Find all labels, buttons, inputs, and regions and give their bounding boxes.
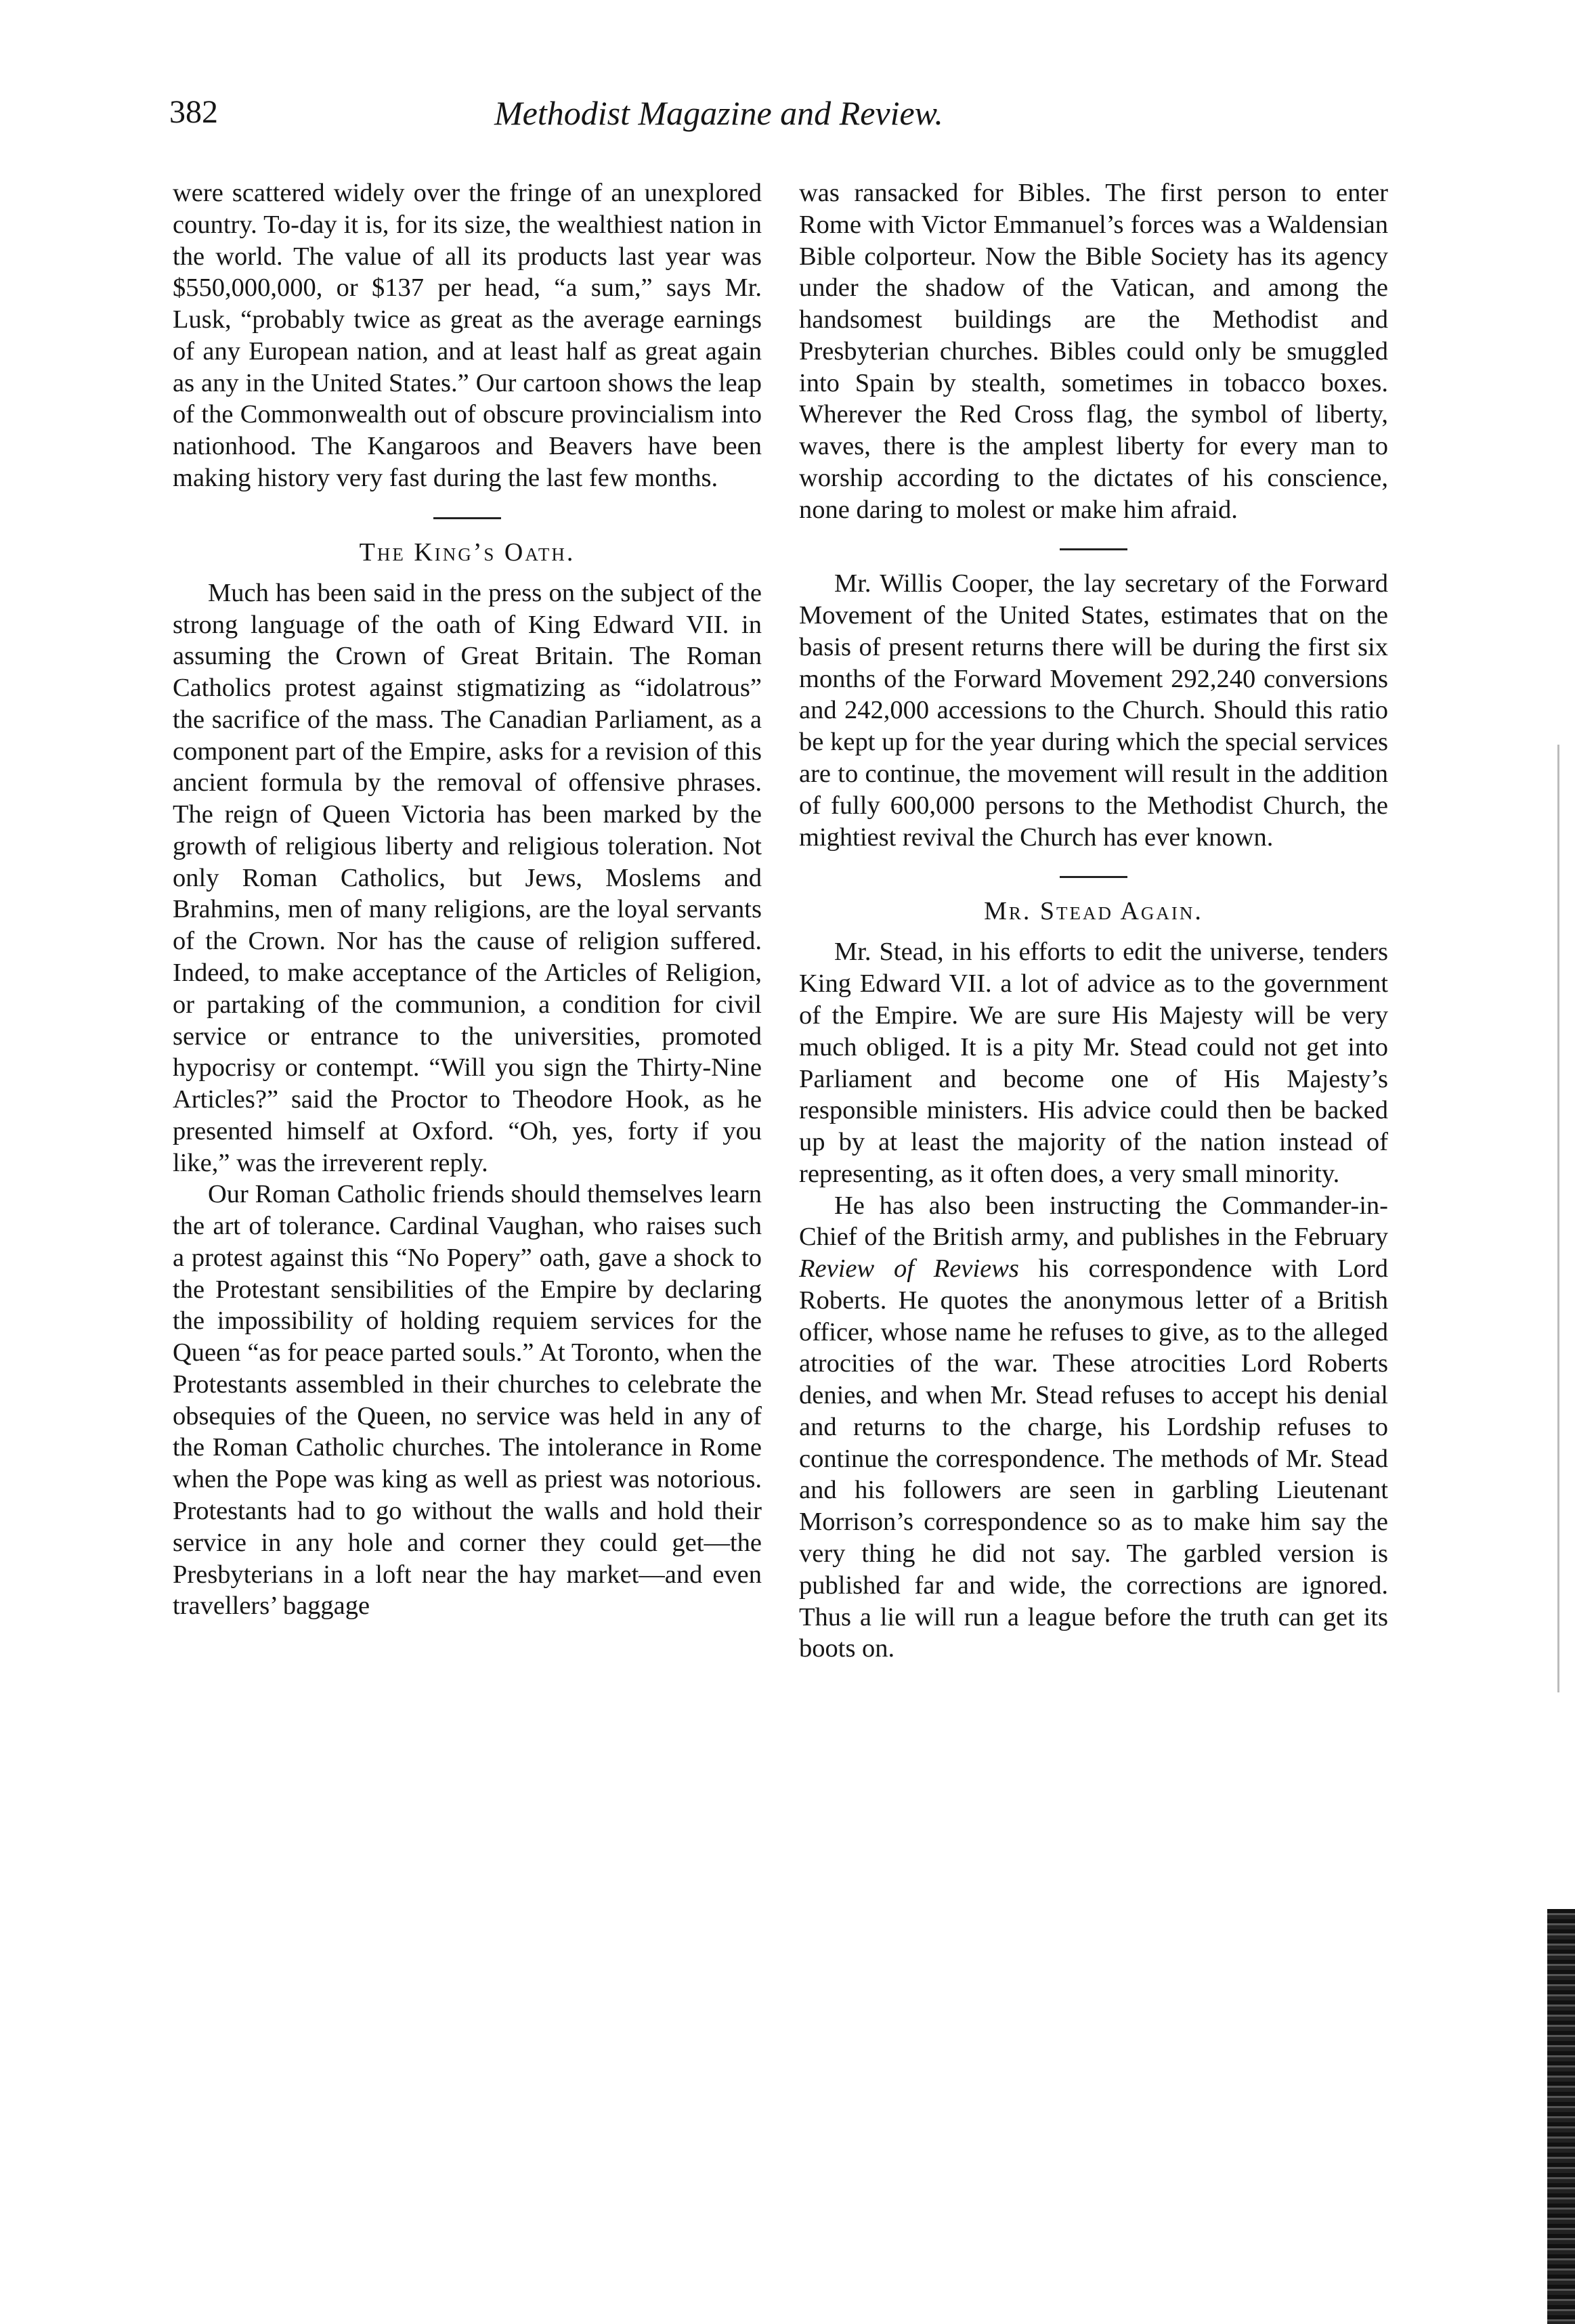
page-edge-scan-artifact: [1547, 1909, 1575, 2324]
right-column: [799, 177, 1388, 1665]
page-number: 382: [169, 94, 218, 130]
section-title: Mr. Stead Again.: [984, 897, 1203, 926]
paragraph: was ransacked for Bibles. The first person to enter Rome with Victor Emmanuel’s forces was a Waldensian Bible colporteur. Now the Bible Society has its agency under the shadow of the Vatican, and among the handsomest buildings are the Methodist and Presbyterian churches. Bibles could only be smuggled into Spain by stealth, sometimes in tobacco boxes. Wherever the Red Cross flag, the symbol of liberty, waves, there is the amplest liberty for every man to worship according to the dictates of his conscience, none daring to molest or make him afraid.: [799, 179, 1388, 524]
paragraph: were scattered widely over the fringe of an unexplored country. To-day it is, for its size, the wealthiest nation in the world. The value of all its products last year was $550,000,000, or $137 per head, “a sum,” says Mr. Lusk, “probably twice as great as the average earnings of any European nation, and at least half as great again as any in the United States.” Our cartoon shows the leap of the Commonwealth out of obscure provincialism into nationhood. The Kangaroos and Beavers have been making history very fast during the last few months.: [173, 179, 762, 492]
section-divider: [1060, 876, 1127, 878]
section-divider: [1060, 548, 1127, 550]
left-column: [173, 177, 762, 1622]
paragraph: Our Roman Catholic friends should themselves learn the art of tolerance. Cardinal Vaughan, who raises such a protest against this “No Popery” oath, gave a shock to the Protestant sensibilities of the Empire by declaring the impossibility of holding requiem services for the Queen “as for peace parted souls.” At Toronto, when the Protestants assembled in their churches to celebrate the obsequies of the Queen, no service was held in any of the Roman Catholic churches. The intolerance in Rome when the Pope was king as well as priest was notorious. Protestants had to go without the walls and hold their service in any hole and corner they could get—the Presbyterians in a loft near the hay market—and even travellers’ baggage: [173, 1180, 762, 1621]
paragraph: Much has been said in the press on the subject of the strong language of the oath of King Edward VII. in assuming the Crown of Great Britain. The Roman Catholics protest against stigmatizing as “idolatrous” the sacrifice of the mass. The Canadian Parliament, as a component part of the Empire, asks for a revision of this ancient formula by the removal of offensive phrases. The reign of Queen Victoria has been marked by the growth of religious liberty and religious toleration. Not only Roman Catholics, but Jews, Moslems and Brahmins, men of many religions, are the loyal servants of the Crown. Nor has the cause of religion suffered. Indeed, to make acceptance of the Articles of Religion, or partaking of the communion, a condition for civil service or entrance to the universities, promoted hypocrisy or contempt. “Will you sign the Thirty-Nine Articles?” said the Proctor to Theodore Hook, as he presented himself at Oxford. “Oh, yes, forty if you like,” was the irreverent reply.: [173, 578, 762, 1177]
section-title: The King’s Oath.: [359, 538, 576, 567]
page-header: [169, 93, 1449, 148]
paragraph: [799, 1190, 1388, 1665]
paragraph: Mr. Willis Cooper, the lay secretary of the Forward Movement of the United States, estimates that on the basis of present returns there will be during the first six months of the Forward Movement 292,240 conversions and 242,000 accessions to the Church. Should this ratio be kept up for the year during which the special services are to continue, the movement will result in the addition of fully 600,000 persons to the Methodist Church, the mightiest revival the Church has ever known.: [799, 569, 1388, 852]
text-run: He has also been instructing the Commander-in-Chief of the British army, and publishes in the February: [799, 1191, 1388, 1252]
running-title: Methodist Magazine and Review.: [494, 94, 943, 132]
paragraph: Mr. Stead, in his efforts to edit the universe, tenders King Edward VII. a lot of advice as to the government of the Empire. We are sure His Majesty will be very much obliged. It is a pity Mr. Stead could not get into Parliament and become one of His Majesty’s responsible ministers. His advice could then be backed up by at least the majority of the nation instead of representing, as it often does, a very small minority.: [799, 938, 1388, 1188]
text-run: his correspondence with Lord Roberts. He quotes the anonymous letter of a British officer, whose name he refuses to give, as to the alleged atrocities of the war. These atrocities Lord Roberts denies, and when Mr. Stead refuses to accept his denial and returns to the charge, his Lordship refuses to continue the correspondence. The methods of Mr. Stead and his followers are seen in garbling Lieutenant Morrison’s correspondence so as to make him say the very thing he did not say. The garbled version is published far and wide, the corrections are ignored. Thus a lie will run a league before the truth can get its boots on.: [799, 1254, 1388, 1663]
page-edge-shadow: [1557, 745, 1559, 1692]
periodical-title: Review of Reviews: [799, 1254, 1019, 1284]
section-divider: [433, 517, 501, 519]
